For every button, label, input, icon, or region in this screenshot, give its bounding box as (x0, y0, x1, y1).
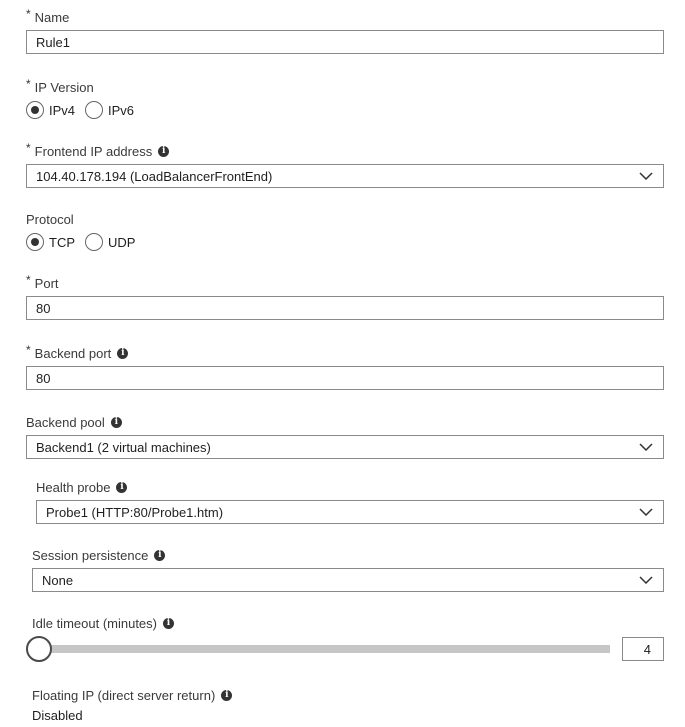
info-icon[interactable]: i (158, 146, 169, 157)
chevron-down-icon (638, 504, 654, 520)
frontend-ip-select[interactable]: 104.40.178.194 (LoadBalancerFrontEnd) (26, 164, 664, 188)
floating-ip-value: Disabled (32, 708, 83, 723)
floating-ip-field (32, 686, 432, 723)
port-input[interactable]: 80 (26, 296, 664, 320)
idle-timeout-input[interactable]: 4 (622, 637, 664, 661)
protocol-field (26, 210, 664, 251)
session-persistence-field (32, 546, 664, 592)
backend-pool-field (26, 413, 664, 459)
backend-pool-select[interactable]: Backend1 (2 virtual machines) (26, 435, 664, 459)
health-probe-label: Health probe i (36, 478, 664, 496)
radio-unselected-icon (85, 101, 103, 119)
ipv6-radio[interactable]: IPv6 (85, 101, 134, 119)
slider-track[interactable] (36, 645, 610, 653)
chevron-down-icon (638, 168, 654, 184)
backend-pool-label: Backend pool i (26, 413, 664, 431)
tcp-radio[interactable]: TCP (26, 233, 75, 251)
required-asterisk: * (26, 7, 31, 21)
protocol-label: Protocol (26, 211, 74, 227)
frontend-ip-label: * Frontend IP address i (26, 142, 664, 160)
ip-version-field (26, 78, 664, 119)
idle-timeout-label: Idle timeout (minutes) i (32, 614, 432, 632)
floating-ip-label: Floating IP (direct server return) i (32, 686, 432, 704)
info-icon[interactable]: i (163, 618, 174, 629)
protocol-radio-group (26, 233, 664, 251)
health-probe-select[interactable]: Probe1 (HTTP:80/Probe1.htm) (36, 500, 664, 524)
name-input[interactable]: Rule1 (26, 30, 664, 54)
required-asterisk: * (26, 343, 31, 357)
session-persistence-select[interactable]: None (32, 568, 664, 592)
backend-port-label: * Backend port i (26, 344, 664, 362)
chevron-down-icon (638, 572, 654, 588)
name-field (26, 8, 664, 54)
ipv4-radio[interactable]: IPv4 (26, 101, 75, 119)
info-icon[interactable]: i (154, 550, 165, 561)
backend-port-field (26, 344, 664, 390)
required-asterisk: * (26, 77, 31, 91)
info-icon[interactable]: i (116, 482, 127, 493)
radio-selected-icon (26, 101, 44, 119)
chevron-down-icon (638, 439, 654, 455)
radio-selected-icon (26, 233, 44, 251)
radio-unselected-icon (85, 233, 103, 251)
required-asterisk: * (26, 141, 31, 155)
session-persistence-label: Session persistence i (32, 546, 664, 564)
info-icon[interactable]: i (221, 690, 232, 701)
backend-port-input[interactable]: 80 (26, 366, 664, 390)
info-icon[interactable]: i (117, 348, 128, 359)
info-icon[interactable]: i (111, 417, 122, 428)
slider-thumb[interactable] (26, 636, 52, 662)
port-field (26, 274, 664, 320)
frontend-ip-field (26, 142, 664, 188)
port-label: * Port (26, 273, 59, 291)
health-probe-field (36, 478, 664, 524)
ip-version-radio-group (26, 101, 664, 119)
udp-radio[interactable]: UDP (85, 233, 135, 251)
ip-version-label: * IP Version (26, 77, 94, 95)
idle-timeout-field (32, 614, 432, 632)
required-asterisk: * (26, 273, 31, 287)
idle-timeout-slider[interactable] (26, 636, 610, 662)
name-label: * Name (26, 7, 70, 25)
